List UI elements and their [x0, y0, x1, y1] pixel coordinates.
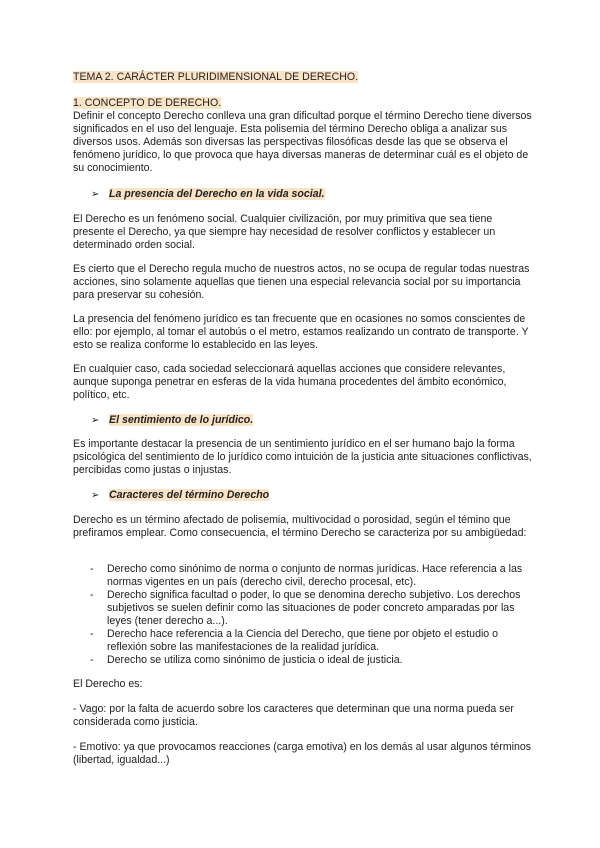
subheading-caracteres: [73, 489, 533, 502]
paragraph: El Derecho es:: [73, 678, 143, 690]
dash-bullet: -: [90, 563, 94, 575]
arrow-icon: ➢: [91, 415, 100, 426]
paragraph: En cualquier caso, cada sociedad seleccionará aquellas acciones que considere relevantes, aunque suponga penetrar en esferas de la vida humana procedentes del ámbito económico, político, etc.: [73, 363, 507, 401]
subheading-text: La presencia del Derecho en la vida social.: [109, 188, 325, 200]
subheading-sentimiento: [73, 414, 533, 427]
list-item: [73, 589, 533, 628]
list-item-text: Derecho se utiliza como sinónimo de justicia o ideal de justicia.: [107, 654, 403, 666]
dash-bullet: -: [90, 654, 94, 666]
paragraph: La presencia del fenómeno jurídico es tan frecuente que en ocasiones no somos conscientes de ello: por ejemplo, al tomar el autobús o el metro, estamos realizando un contrato de transporte. Y esto se realiza conforme lo establecido en las leyes.: [73, 313, 529, 351]
section-heading: [73, 97, 221, 110]
paragraph: Es cierto que el Derecho regula mucho de nuestros actos, no se ocupa de regular todas nuestras acciones, sino solamente aquellas que tienen una especial relevancia social por su importancia para preservar su cohesión.: [73, 263, 530, 301]
dash-bullet: -: [90, 628, 94, 640]
subheading-presencia: [73, 188, 533, 201]
paragraph: El Derecho es un fenómeno social. Cualquier civilización, por muy primitiva que sea tiene presente el Derecho, ya que siempre hay necesidad de resolver conflictos y establecer un determinado orden social.: [73, 213, 496, 251]
title-text: TEMA 2. CARÁCTER PLURIDIMENSIONAL DE DERECHO.: [73, 71, 359, 83]
paragraph: Es importante destacar la presencia de un sentimiento jurídico en el ser humano bajo la forma psicológica del sentimiento de lo jurídico como intuición de la justicia ante situaciones conflictivas, percibidas como justas o injustas.: [73, 438, 532, 476]
subheading-text: Caracteres del término Derecho: [109, 489, 270, 501]
list-item: [73, 563, 533, 589]
list-item-text: Derecho hace referencia a la Ciencia del Derecho, que tiene por objeto el estudio o reflexión sobre las manifestaciones de la realidad jurídica.: [107, 628, 499, 653]
list-item: [73, 654, 533, 667]
paragraph: Derecho es un término afectado de polisemia, multivocidad o porosidad, según el témino que prefiramos emplear. Como consecuencia, el término Derecho se caracteriza por su ambigüedad:: [73, 514, 527, 539]
list-item-text: Derecho como sinónimo de norma o conjunto de normas jurídicas. Hace referencia a las normas vigentes en un país (derecho civil, derecho procesal, etc).: [107, 563, 523, 588]
characteristics-list: [73, 563, 533, 667]
list-item: [73, 628, 533, 654]
section-heading-text: 1. CONCEPTO DE DERECHO.: [73, 97, 222, 109]
intro-paragraph: Definir el concepto Derecho conlleva una gran dificultad porque el término Derecho tiene diversos significados en el uso del lenguaje. Esta polisemia del término Derecho obliga a analizar sus diversos usos. Además son diversas las perspectivas filosóficas desde las que se observa el fenómeno jurídico, lo que provoca que haya diversas maneras de determinar cuál es el objeto de su conocimiento.: [73, 110, 532, 174]
document-title: [73, 71, 358, 84]
arrow-icon: ➢: [91, 490, 100, 501]
dash-bullet: -: [90, 589, 94, 601]
paragraph: - Emotivo: ya que provocamos reacciones (carga emotiva) en los demás al usar algunos términos (libertad, igualdad...): [73, 741, 532, 766]
list-item-text: Derecho significa facultad o poder, lo que se denomina derecho subjetivo. Los derechos subjetivos se suelen definir como las situaciones de poder concreto amparadas por las leyes (tener derecho a...).: [107, 589, 521, 627]
paragraph: - Vago: por la falta de acuerdo sobre los caracteres que determinan que una norma pueda ser considerada como justicia.: [73, 703, 514, 728]
arrow-icon: ➢: [91, 189, 100, 200]
subheading-text: El sentimiento de lo jurídico.: [109, 414, 254, 426]
